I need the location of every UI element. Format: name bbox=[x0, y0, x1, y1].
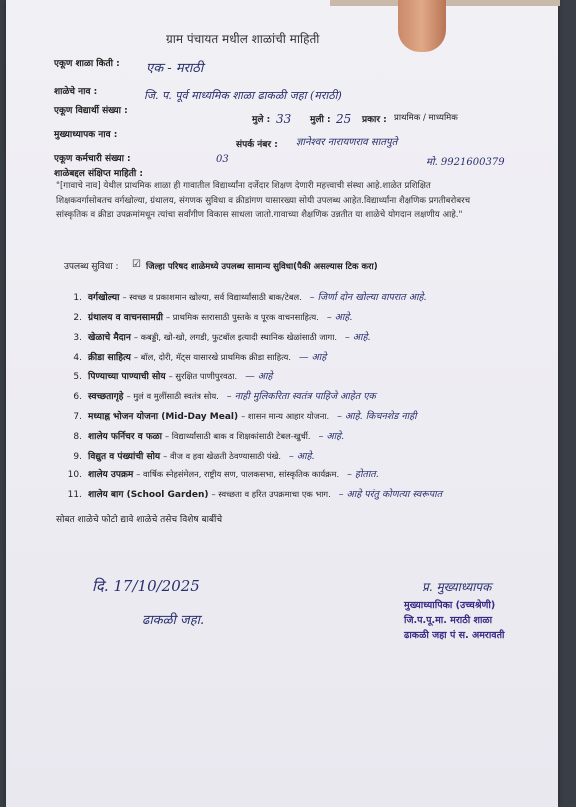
total-students-label: एकूण विद्यार्थी संख्या : bbox=[54, 106, 128, 116]
facility-name: विद्युत व पंख्यांची सोय bbox=[88, 452, 161, 462]
place-handwritten: ढाकळी जहा. bbox=[142, 613, 205, 628]
page-title: ग्राम पंचायत मधील शाळांची माहिती bbox=[166, 32, 320, 46]
checkbox-icon: ☑ bbox=[132, 259, 141, 270]
girls-value: 25 bbox=[336, 112, 352, 126]
facility-handwritten-note: – नाही मुलिकरिता स्वतंत्र पाहिजे आहेत एक bbox=[226, 391, 376, 402]
facility-number: 1. bbox=[73, 293, 82, 303]
facility-number: 2. bbox=[73, 313, 82, 323]
facility-description: – स्वच्छ व प्रकाशमान खोल्या, सर्व विद्यार्थ्यांसाठी बाक/टेबल. bbox=[122, 292, 302, 302]
facility-description: – कबड्डी, खो-खो, लगडी, फुटबॉल इत्यादी स्थानिक खेळांसाठी जागा. bbox=[133, 332, 337, 342]
facility-item bbox=[64, 389, 376, 402]
facility-description: – वार्षिक स्नेहसंमेलन, राष्ट्रीय सण, पालकसभा, सांस्कृतिक कार्यक्रम. bbox=[136, 469, 340, 479]
facility-item bbox=[64, 487, 442, 500]
facility-item bbox=[64, 467, 379, 480]
facility-handwritten-note: – जिर्णा दोन खोल्या वापरात आहे. bbox=[309, 292, 427, 303]
facility-description: – सुरक्षित पाणीपुरवठा. bbox=[168, 371, 238, 381]
facility-number: 7. bbox=[73, 412, 82, 422]
facility-description: – स्वच्छता व हरित उपक्रमाचा एक भाग. bbox=[211, 489, 331, 499]
stamp-line-1: मुख्याध्यापिका (उच्चश्रेणी) bbox=[404, 600, 496, 611]
document-page bbox=[6, 0, 558, 807]
facility-handwritten-note: – आहे. किचनशेड नाही bbox=[337, 411, 417, 422]
facilities-subheading: जिल्हा परिषद शाळेमध्ये उपलब्ध सामान्य सुविधा(पैकी असल्यास टिक करा) bbox=[146, 262, 378, 272]
facility-name: वर्गखोल्या bbox=[88, 293, 120, 303]
facility-handwritten-note: – आहे. bbox=[345, 332, 371, 343]
facility-name: खेळाचे मैदान bbox=[88, 333, 131, 343]
facility-description: – विद्यार्थ्यांसाठी बाक व शिक्षकांसाठी टेबल-खुर्ची. bbox=[164, 431, 311, 441]
facility-number: 9. bbox=[73, 452, 82, 462]
facility-item bbox=[64, 369, 272, 382]
facility-name: ग्रंथालय व वाचनसामग्री bbox=[88, 313, 164, 323]
stamp-line-2: जि.प.पू.मा. मराठी शाळा bbox=[404, 615, 493, 626]
facility-number: 6. bbox=[73, 392, 82, 402]
type-value: प्राथमिक / माध्यमिक bbox=[394, 113, 458, 123]
brief-label: शाळेबद्दल संक्षिप्त माहिती : bbox=[54, 169, 143, 179]
facility-name: स्वच्छतागृहे bbox=[88, 392, 124, 402]
signature: प्र. मुख्याध्यापक bbox=[422, 580, 492, 594]
girls-label: मुली : bbox=[310, 115, 331, 125]
facility-handwritten-note: — आहे bbox=[298, 352, 327, 363]
facility-number: 11. bbox=[67, 490, 82, 500]
facility-name: मध्याह्न भोजन योजना (Mid-Day Meal) bbox=[88, 412, 239, 422]
facility-handwritten-note: — आहे bbox=[245, 371, 273, 382]
facility-number: 5. bbox=[73, 372, 82, 382]
facility-name: शालेय बाग (School Garden) bbox=[88, 490, 209, 500]
facility-item bbox=[64, 310, 352, 323]
facility-item bbox=[64, 330, 371, 343]
facilities-heading: उपलब्ध सुविधा : bbox=[64, 262, 119, 272]
facility-item bbox=[64, 350, 326, 363]
official-stamp bbox=[404, 598, 504, 643]
facility-handwritten-note: – होतात. bbox=[347, 469, 379, 480]
facility-name: शालेय फर्निचर व फळा bbox=[88, 432, 162, 442]
facility-description: – बॉल, दोरी, मॅट्स यासारखे प्राथमिक क्रीडा साहित्य. bbox=[133, 352, 291, 362]
facility-name: पिण्याच्या पाण्याची सोय bbox=[88, 372, 166, 382]
facility-description: – शासन मान्य आहार योजना. bbox=[241, 411, 330, 421]
facility-description: – प्राथमिक स्तरासाठी पुस्तके व पूरक वाचनसाहित्य. bbox=[166, 312, 319, 322]
facility-name: शालेय उपक्रम bbox=[88, 470, 134, 480]
facility-number: 3. bbox=[73, 333, 82, 343]
type-label: प्रकार : bbox=[362, 115, 387, 125]
school-name-value: जि. प. पूर्व माध्यमिक शाळा ढाकळी जहा (मराठी) bbox=[144, 89, 342, 102]
photo-note: सोबत शाळेचे फोटो द्यावे शाळेचे तसेच विशेष बाबींचे bbox=[56, 515, 223, 525]
headmaster-label: मुख्याध्यापक नाव : bbox=[54, 130, 118, 140]
total-schools-value: एक - मराठी bbox=[146, 61, 204, 76]
facility-item bbox=[64, 409, 417, 422]
facility-number: 4. bbox=[73, 353, 82, 363]
total-schools-label: एकूण शाळा किती : bbox=[54, 59, 120, 69]
facility-handwritten-note: – आहे. bbox=[289, 451, 315, 462]
facility-number: 8. bbox=[73, 432, 82, 442]
staff-value: 03 bbox=[216, 154, 229, 165]
facility-item bbox=[64, 449, 315, 462]
facility-handwritten-note: – आहे. bbox=[326, 312, 353, 323]
facility-item bbox=[64, 290, 426, 303]
facility-handwritten-note: – आहे. bbox=[318, 431, 345, 442]
contact-label: संपर्क नंबर : bbox=[236, 140, 278, 150]
facility-name: क्रीडा साहित्य bbox=[88, 353, 131, 363]
school-description: "[गावाचे नाव] येथील प्राथमिक शाळा ही गावातील विद्यार्थ्यांना दर्जेदार शिक्षण देणारी महत्त्वाची संस्था आहे.शाळेत प्रशिक्षित शिक्षकवर्गासोबतच वर्गखोल्या, ग्रंथालय, संगणक सुविधा व क्रीडांगण यासारख्या सोयी उपलब्ध आहेत.विद्यार्थ्यांना शैक्षणिक प्रगतीबरोबरच सांस्कृतिक व क्रीडा उपक्रमांमधून त्यांचा सर्वांगीण विकास साधला जातो.गावाच्या शैक्षणिक उन्नतीत या शाळेचे योगदान लक्षणीय आहे." bbox=[56, 181, 471, 220]
facility-handwritten-note: – आहे परंतु कोणत्या स्वरूपात bbox=[338, 489, 442, 500]
mobile-value: मो. 9921600379 bbox=[426, 157, 505, 168]
school-name-label: शाळेचे नाव : bbox=[54, 87, 98, 97]
facility-description: – मुलं व मुलींसाठी स्वतंत्र सोय. bbox=[126, 391, 219, 401]
date-handwritten: दि. 17/10/2025 bbox=[92, 577, 200, 595]
boys-label: मुले : bbox=[252, 115, 271, 125]
facility-item bbox=[64, 429, 344, 442]
facility-number: 10. bbox=[67, 470, 82, 480]
staff-label: एकूण कर्मचारी संख्या : bbox=[54, 154, 131, 164]
headmaster-value: ज्ञानेश्वर नारायणराव सातपुते bbox=[296, 137, 398, 148]
finger-overlay bbox=[398, 0, 446, 52]
boys-value: 33 bbox=[276, 112, 292, 126]
facility-description: – वीज व हवा खेळती ठेवण्यासाठी पंखे. bbox=[163, 451, 281, 461]
stamp-line-3: ढाकळी जहा पं स. अमरावती bbox=[404, 630, 505, 641]
